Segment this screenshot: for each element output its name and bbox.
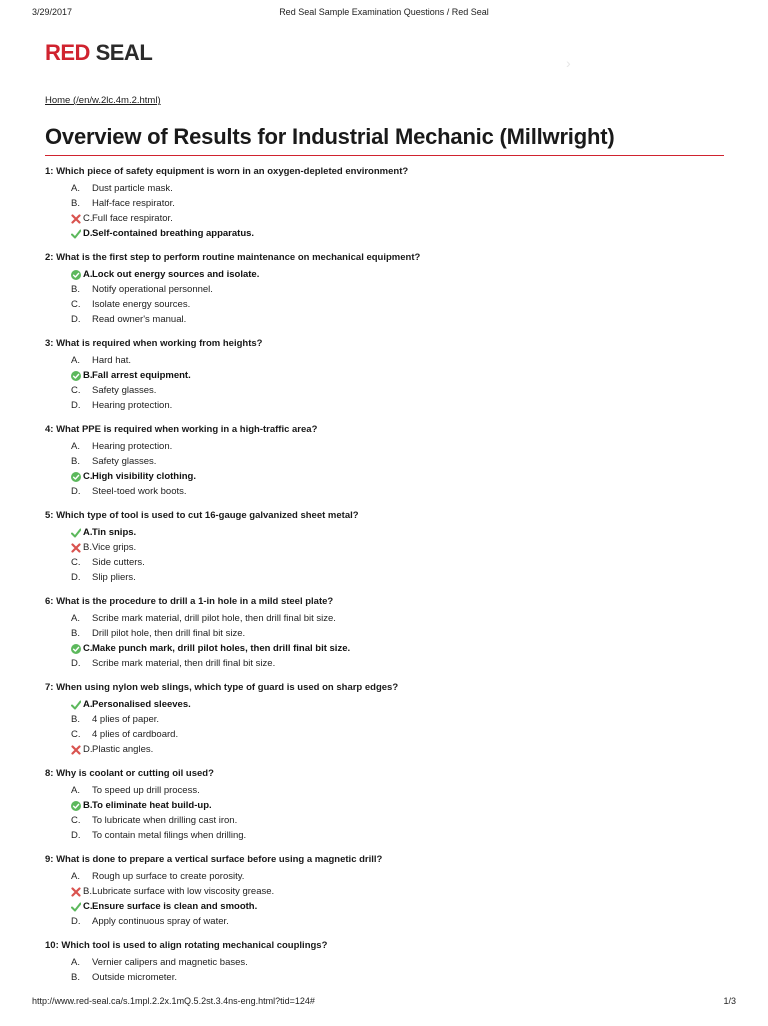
answer-option [45,626,725,641]
circle-check-icon [71,371,81,381]
print-page-number: 1/3 [723,996,736,1006]
option-text: Isolate energy sources. [92,299,191,310]
option-text: Make punch mark, drill pilot holes, then drill final bit size. [92,643,351,654]
question-text: 2: What is the first step to perform routine maintenance on mechanical equipment? [45,252,421,263]
option-letter: C. [71,729,81,740]
circle-check-icon [71,472,81,482]
print-document-title: Red Seal Sample Examination Questions / Red Seal [279,7,489,17]
answer-option [45,267,725,282]
option-text: Full face respirator. [92,213,173,224]
answer-option [45,641,725,656]
red-seal-logo[interactable] [45,40,152,66]
option-letter: A. [71,785,80,796]
option-text: 4 plies of cardboard. [92,729,179,740]
answer-option [45,570,725,585]
answer-option [45,914,725,929]
faint-chevron-icon: › [566,55,571,71]
option-letter: C. [71,299,81,310]
question-text: 1: Which piece of safety equipment is worn in an oxygen-depleted environment? [45,166,409,177]
option-letter: B. [71,972,80,983]
answer-option [45,611,725,626]
print-footer [0,996,768,1010]
option-text: Hearing protection. [92,400,173,411]
question-text: 4: What PPE is required when working in a high-traffic area? [45,424,318,435]
question-block [45,338,725,424]
option-text: Plastic angles. [92,744,154,755]
question-text: 7: When using nylon web slings, which type of guard is used on sharp edges? [45,682,399,693]
circle-check-icon [71,270,81,280]
question-list [45,166,725,1026]
option-letter: C. [83,213,93,224]
option-letter: C. [83,471,93,482]
option-text: To lubricate when drilling cast iron. [92,815,238,826]
question-text: 5: Which type of tool is used to cut 16-gauge galvanized sheet metal? [45,510,359,521]
question-text: 6: What is the procedure to drill a 1-in hole in a mild steel plate? [45,596,334,607]
question-block [45,768,725,854]
question-block [45,596,725,682]
option-letter: B. [71,198,80,209]
option-text: Scribe mark material, then drill final bit size. [92,658,276,669]
logo-word-red: RED [45,40,90,65]
title-divider [45,155,724,156]
option-letter: C. [71,557,81,568]
option-letter: A. [71,355,80,366]
answer-option [45,697,725,712]
question-block [45,510,725,596]
print-url: http://www.red-seal.ca/s.1mpl.2.2x.1mQ.5.2st.3.4ns-eng.html?tid=124# [32,996,315,1006]
option-text: Tin snips. [92,527,137,538]
option-letter: B. [83,370,93,381]
option-letter: D. [71,486,81,497]
answer-option [45,454,725,469]
question-block [45,940,725,1026]
question-block [45,252,725,338]
answer-option [45,469,725,484]
option-letter: A. [71,871,80,882]
answer-option [45,899,725,914]
option-letter: A. [83,269,93,280]
option-text: Read owner's manual. [92,314,187,325]
answer-option [45,955,725,970]
answer-option [45,525,725,540]
check-icon [71,700,81,710]
option-letter: D. [71,400,81,411]
option-text: Safety glasses. [92,385,157,396]
option-text: Slip pliers. [92,572,136,583]
circle-check-icon [71,644,81,654]
answer-option [45,712,725,727]
option-text: Notify operational personnel. [92,284,213,295]
option-text: Self-contained breathing apparatus. [92,228,255,239]
option-letter: B. [83,542,92,553]
option-text: Outside micrometer. [92,972,177,983]
option-text: To contain metal filings when drilling. [92,830,247,841]
question-text: 9: What is done to prepare a vertical surface before using a magnetic drill? [45,854,383,865]
logo-word-seal: SEAL [95,40,153,65]
option-letter: A. [71,441,80,452]
option-letter: B. [83,886,92,897]
answer-option [45,439,725,454]
answer-option [45,181,725,196]
option-text: Side cutters. [92,557,145,568]
answer-option [45,869,725,884]
answer-option [45,484,725,499]
answer-option [45,798,725,813]
cross-icon [71,543,81,553]
page-title: Overview of Results for Industrial Mechanic (Millwright) [45,124,615,149]
answer-option [45,970,725,985]
option-letter: D. [71,830,81,841]
print-header [0,7,768,21]
answer-option [45,555,725,570]
option-text: Vernier calipers and magnetic bases. [92,957,248,968]
answer-option [45,813,725,828]
option-text: Apply continuous spray of water. [92,916,229,927]
answer-option [45,297,725,312]
question-block [45,682,725,768]
answer-option [45,196,725,211]
question-text: 3: What is required when working from heights? [45,338,263,349]
option-letter: D. [71,572,81,583]
check-icon [71,902,81,912]
answer-option [45,727,725,742]
option-letter: D. [71,658,81,669]
option-letter: D. [83,228,93,239]
circle-check-icon [71,801,81,811]
answer-option [45,828,725,843]
option-text: Dust particle mask. [92,183,173,194]
answer-option [45,783,725,798]
option-letter: C. [83,643,93,654]
option-text: High visibility clothing. [92,471,196,482]
answer-option [45,656,725,671]
option-letter: A. [71,183,80,194]
answer-option [45,540,725,555]
check-icon [71,229,81,239]
option-text: Ensure surface is clean and smooth. [92,901,258,912]
option-text: To eliminate heat build-up. [92,800,212,811]
option-text: Hard hat. [92,355,132,366]
answer-option [45,368,725,383]
option-letter: C. [83,901,93,912]
option-letter: C. [71,385,81,396]
answer-option [45,353,725,368]
answer-option [45,383,725,398]
option-text: Scribe mark material, drill pilot hole, then drill final bit size. [92,613,336,624]
option-text: 4 plies of paper. [92,714,160,725]
question-block [45,424,725,510]
option-text: Steel-toed work boots. [92,486,187,497]
option-text: Vice grips. [92,542,137,553]
option-letter: A. [83,527,93,538]
option-text: To speed up drill process. [92,785,200,796]
option-letter: B. [71,714,80,725]
option-letter: C. [71,815,81,826]
answer-option [45,742,725,757]
option-letter: B. [71,628,80,639]
option-letter: D. [71,314,81,325]
question-text: 8: Why is coolant or cutting oil used? [45,768,214,779]
option-letter: D. [83,744,93,755]
option-letter: A. [71,957,80,968]
option-letter: B. [83,800,93,811]
cross-icon [71,214,81,224]
cross-icon [71,745,81,755]
option-letter: A. [71,613,80,624]
print-date: 3/29/2017 [32,7,73,17]
answer-option [45,312,725,327]
option-letter: B. [71,456,80,467]
option-text: Rough up surface to create porosity. [92,871,245,882]
option-text: Drill pilot hole, then drill final bit size. [92,628,246,639]
answer-option [45,884,725,899]
question-block [45,854,725,940]
option-text: Lubricate surface with low viscosity grease. [92,886,275,897]
answer-option [45,211,725,226]
breadcrumb-home-link[interactable]: Home (/en/w.2lc.4m.2.html) [45,95,161,106]
question-text: 10: Which tool is used to align rotating mechanical couplings? [45,940,328,951]
option-text: Fall arrest equipment. [92,370,191,381]
option-letter: D. [71,916,81,927]
option-text: Lock out energy sources and isolate. [92,269,260,280]
cross-icon [71,887,81,897]
option-text: Hearing protection. [92,441,173,452]
option-letter: B. [71,284,80,295]
answer-option [45,398,725,413]
option-letter: A. [83,699,93,710]
answer-option [45,226,725,241]
answer-option [45,282,725,297]
check-icon [71,528,81,538]
option-text: Personalised sleeves. [92,699,191,710]
option-text: Half-face respirator. [92,198,175,209]
option-text: Safety glasses. [92,456,157,467]
question-block [45,166,725,252]
